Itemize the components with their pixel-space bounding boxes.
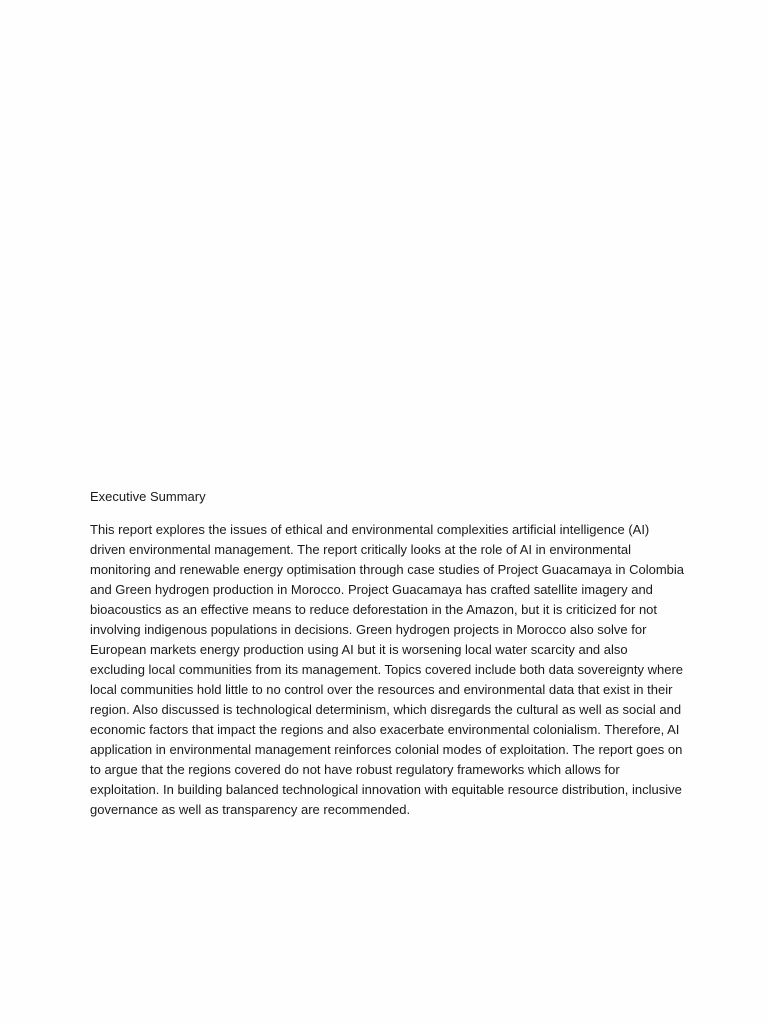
summary-paragraph: This report explores the issues of ethical and environmental complexities artificial intelligence (AI) driven environmental management. The report critically looks at the role of AI in environmental monitoring and renewable energy optimisation through case studies of Project Guacamaya in Colombia and Green hydrogen production in Morocco. Project Guacamaya has crafted satellite imagery and bioacoustics as an effective means to reduce deforestation in the Amazon, but it is criticized for not involving indigenous populations in decisions. Green hydrogen projects in Morocco also solve for European markets energy production using AI but it is worsening local water scarcity and also excluding local communities from its management. Topics covered include both data sovereignty where local communities hold little to no control over the resources and environmental data that exist in their region. Also discussed is technological determinism, which disregards the cultural as well as social and economic factors that impact the regions and also exacerbate environmental colonialism. Therefore, AI application in environmental management reinforces colonial modes of exploitation. The report goes on to argue that the regions covered do not have robust regulatory frameworks which allows for exploitation. In building balanced technological innovation with equitable resource distribution, inclusive governance as well as transparency are recommended. — [90, 522, 684, 817]
section-heading: Executive Summary — [90, 489, 206, 504]
document-content — [90, 487, 686, 820]
